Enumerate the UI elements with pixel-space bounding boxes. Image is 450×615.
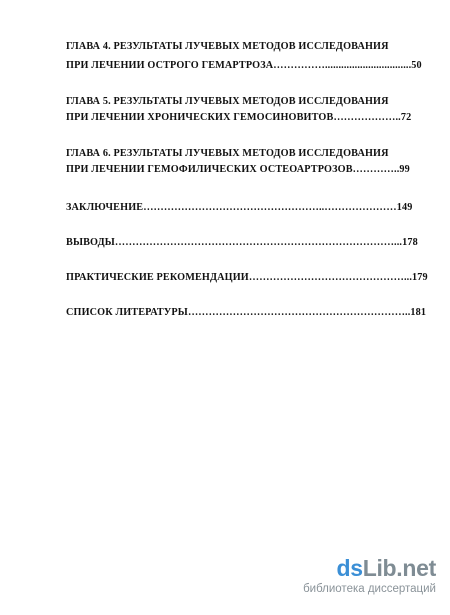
toc-recommendations: ПРАКТИЧЕСКИЕ РЕКОМЕНДАЦИИ………………………………………...179	[66, 272, 428, 283]
logo-lib: Lib	[362, 555, 397, 581]
toc-findings: ВЫВОДЫ………………………………………………………………………...178	[66, 237, 418, 248]
toc-conclusion: ЗАКЛЮЧЕНИЕ……………………………………………..…………………149	[66, 202, 413, 213]
dslib-watermark	[303, 555, 436, 603]
logo-ds: ds	[336, 555, 363, 581]
toc-ch5-line1: ГЛАВА 5. РЕЗУЛЬТАТЫ ЛУЧЕВЫХ МЕТОДОВ ИССЛЕДОВАНИЯ	[66, 96, 389, 107]
dslib-subtitle: библиотека диссертаций	[303, 583, 436, 595]
toc-ch6-line2: ПРИ ЛЕЧЕНИИ ГЕМОФИЛИЧЕСКИХ ОСТЕОАРТРОЗОВ…………..99	[66, 164, 410, 175]
toc-ch4-line2: ПРИ ЛЕЧЕНИИ ОСТРОГО ГЕМАРТРОЗА……………................................50	[66, 60, 422, 71]
toc-ch6-line1: ГЛАВА 6. РЕЗУЛЬТАТЫ ЛУЧЕВЫХ МЕТОДОВ ИССЛЕДОВАНИЯ	[66, 148, 389, 159]
logo-net: .net	[396, 555, 436, 581]
toc-references: СПИСОК ЛИТЕРАТУРЫ………………………………………………………..181	[66, 307, 427, 318]
dslib-logo	[336, 555, 436, 581]
toc-ch5-line2: ПРИ ЛЕЧЕНИИ ХРОНИЧЕСКИХ ГЕМОСИНОВИТОВ………………..72	[66, 112, 412, 123]
toc-ch4-line1: ГЛАВА 4. РЕЗУЛЬТАТЫ ЛУЧЕВЫХ МЕТОДОВ ИССЛЕДОВАНИЯ	[66, 41, 389, 52]
